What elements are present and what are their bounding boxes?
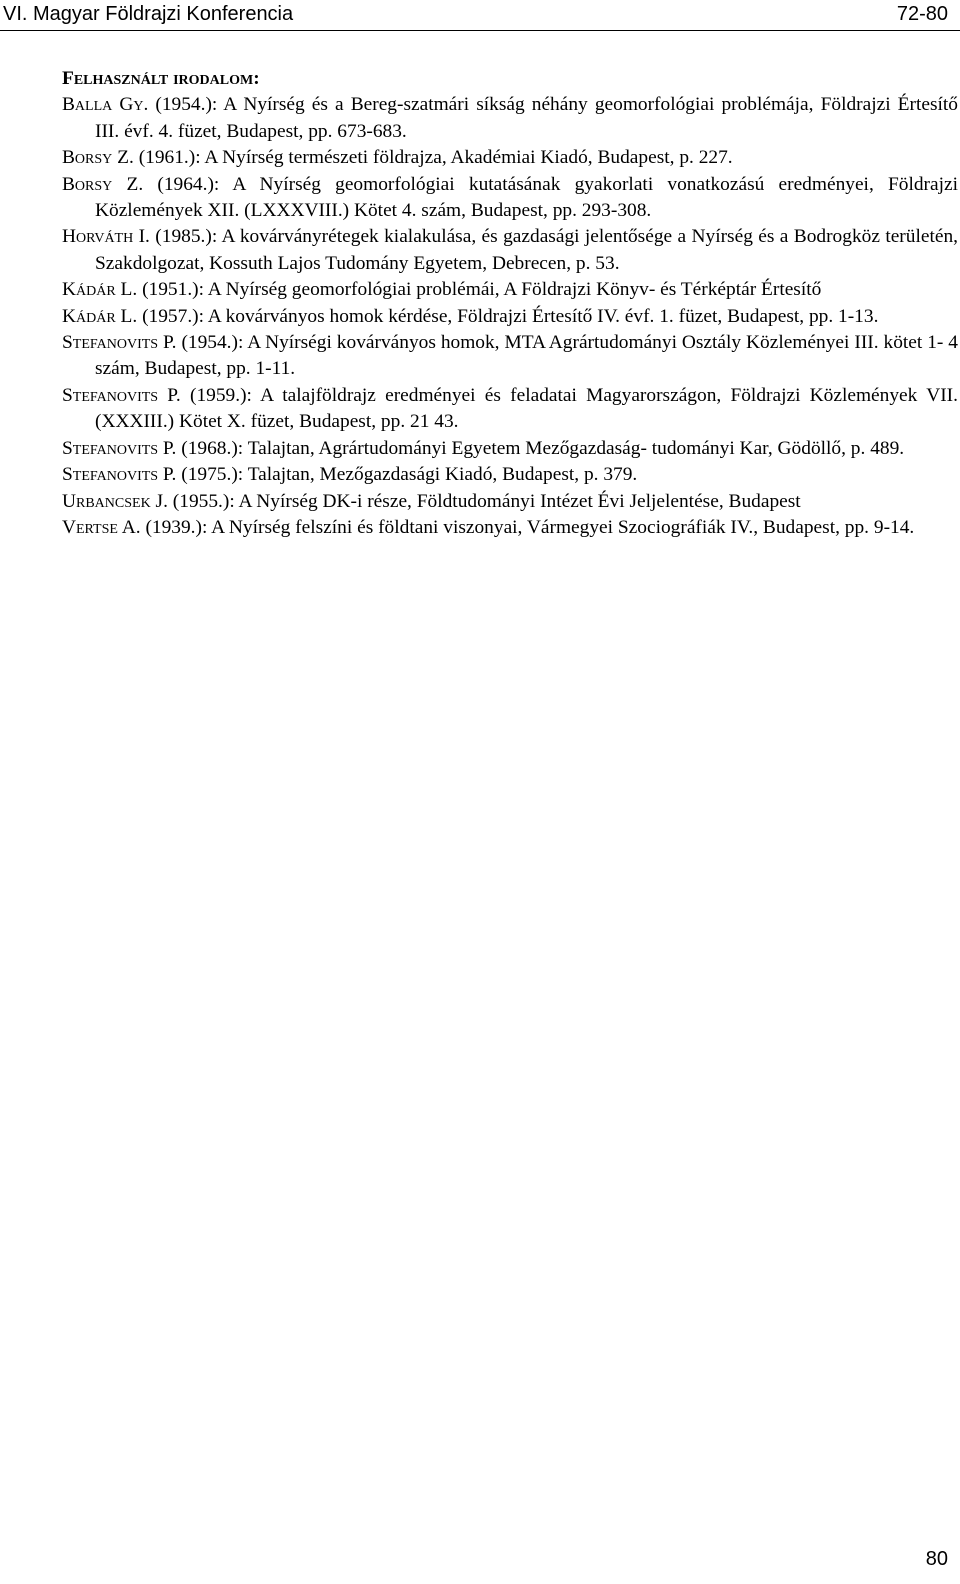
reference-author: Borsy Z.	[62, 147, 134, 169]
references-heading: Felhasznált irodalom:	[62, 68, 260, 89]
reference-text: (1961.): A Nyírség természeti földrajza, Akadémiai Kiadó, Budapest, p. 227.	[138, 147, 733, 169]
reference-entry	[62, 224, 958, 277]
reference-author: Kádár L.	[62, 279, 138, 301]
reference-author: Balla Gy.	[62, 94, 149, 116]
reference-entry	[62, 92, 958, 145]
reference-entry	[62, 172, 958, 225]
reference-author: Horváth I.	[62, 226, 150, 248]
reference-author: Vertse A.	[62, 516, 141, 538]
reference-entry	[62, 304, 958, 330]
reference-entry	[62, 489, 958, 515]
reference-text: (1964.): A Nyírség geomorfológiai kutatásának gyakorlati vonatkozású eredményei, Földrajzi Közlemények XII. (LXXXVIII.) Kötet 4. szám, Budapest, pp. 293-308.	[95, 173, 958, 222]
reference-text: (1959.): A talajföldrajz eredményei és feladatai Magyarországon, Földrajzi Közlemények VII. (XXXIII.) Kötet X. füzet, Budapest, pp. 21 43.	[95, 384, 958, 433]
reference-text: (1955.): A Nyírség DK-i része, Földtudományi Intézet Évi Jeljelentése, Budapest	[172, 490, 801, 512]
reference-entry	[62, 436, 958, 462]
reference-author: Kádár L.	[62, 305, 138, 327]
page-range: 72-80	[896, 3, 948, 25]
reference-entry	[62, 383, 958, 436]
reference-author: Stefanovits P.	[62, 437, 177, 459]
reference-text: (1954.): A Nyírségi kovárványos homok, MTA Agrártudományi Osztály Közleményei III. kötet 1- 4 szám, Budapest, pp. 1-11.	[95, 332, 958, 380]
reference-text: (1957.): A kovárványos homok kérdése, Földrajzi Értesítő IV. évf. 1. füzet, Budapest, pp. 1-13.	[142, 305, 879, 327]
page-number: 80	[925, 1548, 948, 1570]
reference-entry	[62, 330, 958, 383]
running-header	[0, 0, 960, 31]
reference-text: (1939.): A Nyírség felszíni és földtani viszonyai, Vármegyei Szociográfiák IV., Budapest, pp. 9-14.	[145, 516, 915, 538]
reference-text: (1951.): A Nyírség geomorfológiai problémái, A Földrajzi Könyv- és Térképtár Értesítő	[142, 279, 822, 301]
reference-author: Stefanovits P.	[62, 384, 181, 406]
reference-text: (1985.): A kovárványrétegek kialakulása, és gazdasági jelentősége a Nyírség és a Bodrogköz területén, Szakdolgozat, Kossuth Lajos Tudomány Egyetem, Debrecen, p. 53.	[95, 226, 958, 274]
reference-author: Borsy Z.	[62, 173, 144, 195]
reference-text: (1975.): Talajtan, Mezőgazdasági Kiadó, Budapest, p. 379.	[181, 464, 638, 486]
references-section	[62, 66, 958, 541]
reference-text: (1968.): Talajtan, Agrártudományi Egyetem Mezőgazdaság- tudományi Kar, Gödöllő, p. 489.	[181, 437, 905, 459]
reference-author: Stefanovits P.	[62, 464, 177, 486]
reference-entry	[62, 462, 958, 488]
reference-author: Urbancsek J.	[62, 490, 168, 512]
conference-title: VI. Magyar Földrajzi Konferencia	[3, 3, 294, 25]
reference-entry	[62, 515, 958, 541]
reference-text: (1954.): A Nyírség és a Bereg-szatmári síkság néhány geomorfológiai problémája, Földrajzi Értesítő III. évf. 4. füzet, Budapest, pp. 673-683.	[95, 94, 958, 142]
reference-author: Stefanovits P.	[62, 332, 177, 354]
reference-entry	[62, 277, 958, 303]
reference-entry	[62, 145, 958, 171]
